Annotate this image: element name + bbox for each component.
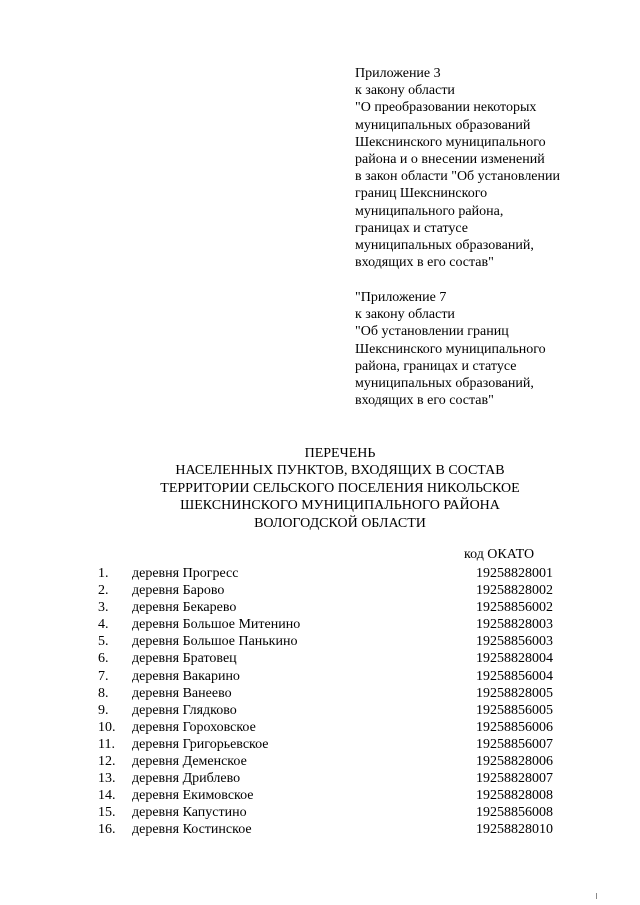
settlement-row <box>98 668 568 685</box>
settlement-name: деревня Братовец <box>132 651 237 667</box>
appendix-3-header <box>355 65 625 271</box>
settlement-number: 9. <box>98 702 109 718</box>
settlement-number: 3. <box>98 600 109 616</box>
appendix-3-line: Шекснинского муниципального <box>355 134 546 150</box>
title-line: ВОЛОГОДСКОЙ ОБЛАСТИ <box>254 515 426 531</box>
appendix-3-line: "О преобразовании некоторых <box>355 100 537 116</box>
settlement-name: деревня Бекарево <box>132 600 237 616</box>
appendix-3-line: района и о внесении изменений <box>355 151 545 167</box>
settlement-okato-code: 19258856003 <box>476 634 553 650</box>
settlement-row <box>98 702 568 719</box>
appendix-3-line: границ Шекснинского <box>355 186 488 202</box>
settlement-row <box>98 736 568 753</box>
settlement-name: деревня Дриблево <box>132 771 241 787</box>
settlement-name: деревня Вакарино <box>132 668 240 684</box>
settlement-row <box>98 582 568 599</box>
scan-mark <box>596 893 597 899</box>
settlement-name: деревня Григорьевское <box>132 736 269 752</box>
settlement-number: 11. <box>98 736 115 752</box>
settlement-okato-code: 19258856002 <box>476 600 553 616</box>
settlement-row <box>98 685 568 702</box>
settlement-okato-code: 19258856007 <box>476 736 553 752</box>
settlement-number: 7. <box>98 668 109 684</box>
settlement-row <box>98 616 568 633</box>
title-line: ШЕКСНИНСКОГО МУНИЦИПАЛЬНОГО РАЙОНА <box>180 498 500 514</box>
title-line: ТЕРРИТОРИИ СЕЛЬСКОГО ПОСЕЛЕНИЯ НИКОЛЬСКОЕ <box>160 480 520 496</box>
settlement-number: 6. <box>98 651 109 667</box>
settlement-name: деревня Ванеево <box>132 685 232 701</box>
settlement-number: 12. <box>98 754 116 770</box>
settlement-number: 5. <box>98 634 109 650</box>
settlement-number: 1. <box>98 566 109 581</box>
settlement-name: деревня Костинское <box>132 822 252 838</box>
settlement-row <box>98 633 568 650</box>
settlement-name: деревня Прогресс <box>132 566 239 581</box>
appendix-7-header <box>355 289 625 409</box>
settlement-number: 13. <box>98 771 116 787</box>
settlement-number: 10. <box>98 719 116 735</box>
settlement-number: 8. <box>98 685 109 701</box>
settlement-okato-code: 19258856004 <box>476 668 553 684</box>
settlement-name: деревня Екимовское <box>132 788 254 804</box>
settlement-row <box>98 599 568 616</box>
settlement-number: 14. <box>98 788 116 804</box>
appendix-3-line: муниципальных образований, <box>355 237 534 253</box>
appendix-3-line: муниципальных образований <box>355 117 531 133</box>
title-line: ПЕРЕЧЕНЬ <box>304 446 376 461</box>
settlement-okato-code: 19258828005 <box>476 685 553 701</box>
appendix-3-line: входящих в его состав" <box>355 255 494 271</box>
settlement-name: деревня Деменское <box>132 754 247 770</box>
settlement-okato-code: 19258828002 <box>476 583 553 599</box>
settlement-name: деревня Барово <box>132 583 225 599</box>
settlement-number: 16. <box>98 822 116 838</box>
settlement-row <box>98 770 568 787</box>
settlement-okato-code: 19258828003 <box>476 617 553 633</box>
appendix-7-line: к закону области <box>355 307 455 323</box>
settlement-name: деревня Большое Митенино <box>132 617 301 633</box>
settlement-list <box>98 565 568 839</box>
settlement-okato-code: 19258828007 <box>476 771 553 787</box>
settlement-row <box>98 753 568 770</box>
settlement-okato-code: 19258828006 <box>476 754 553 770</box>
settlement-row <box>98 804 568 821</box>
settlement-okato-code: 19258828004 <box>476 651 553 667</box>
okato-column-header: код ОКАТО <box>464 547 535 562</box>
settlement-name: деревня Большое Панькино <box>132 634 298 650</box>
settlement-okato-code: 19258828010 <box>476 822 553 838</box>
appendix-7-line: муниципальных образований, <box>355 375 534 391</box>
settlement-row <box>98 821 568 838</box>
settlement-okato-code: 19258856005 <box>476 702 553 718</box>
settlement-okato-code: 19258856006 <box>476 719 553 735</box>
settlement-name: деревня Глядково <box>132 702 237 718</box>
settlement-row <box>98 719 568 736</box>
settlement-okato-code: 19258828008 <box>476 788 553 804</box>
appendix-3-line: муниципального района, <box>355 203 504 219</box>
settlement-okato-code: 19258856008 <box>476 805 553 821</box>
appendix-7-line: "Об установлении границ <box>355 324 509 340</box>
settlement-number: 15. <box>98 805 116 821</box>
settlement-row <box>98 650 568 667</box>
appendix-7-line: района, границах и статусе <box>355 358 517 374</box>
appendix-3-line: границах и статусе <box>355 220 469 236</box>
appendix-3-line: Приложение 3 <box>355 66 441 81</box>
settlement-number: 4. <box>98 617 109 633</box>
settlement-row <box>98 787 568 804</box>
settlement-row <box>98 565 568 582</box>
appendix-3-line: в закон области "Об установлении <box>355 169 560 185</box>
document-title <box>100 445 580 532</box>
settlement-name: деревня Гороховское <box>132 719 256 735</box>
appendix-7-line: "Приложение 7 <box>355 290 447 305</box>
settlement-number: 2. <box>98 583 109 599</box>
appendix-7-line: входящих в его состав" <box>355 393 494 409</box>
title-line: НАСЕЛЕННЫХ ПУНКТОВ, ВХОДЯЩИХ В СОСТАВ <box>175 463 505 479</box>
settlement-name: деревня Капустино <box>132 805 247 821</box>
appendix-7-line: Шекснинского муниципального <box>355 341 546 357</box>
appendix-3-line: к закону области <box>355 83 455 99</box>
settlement-okato-code: 19258828001 <box>476 566 553 581</box>
